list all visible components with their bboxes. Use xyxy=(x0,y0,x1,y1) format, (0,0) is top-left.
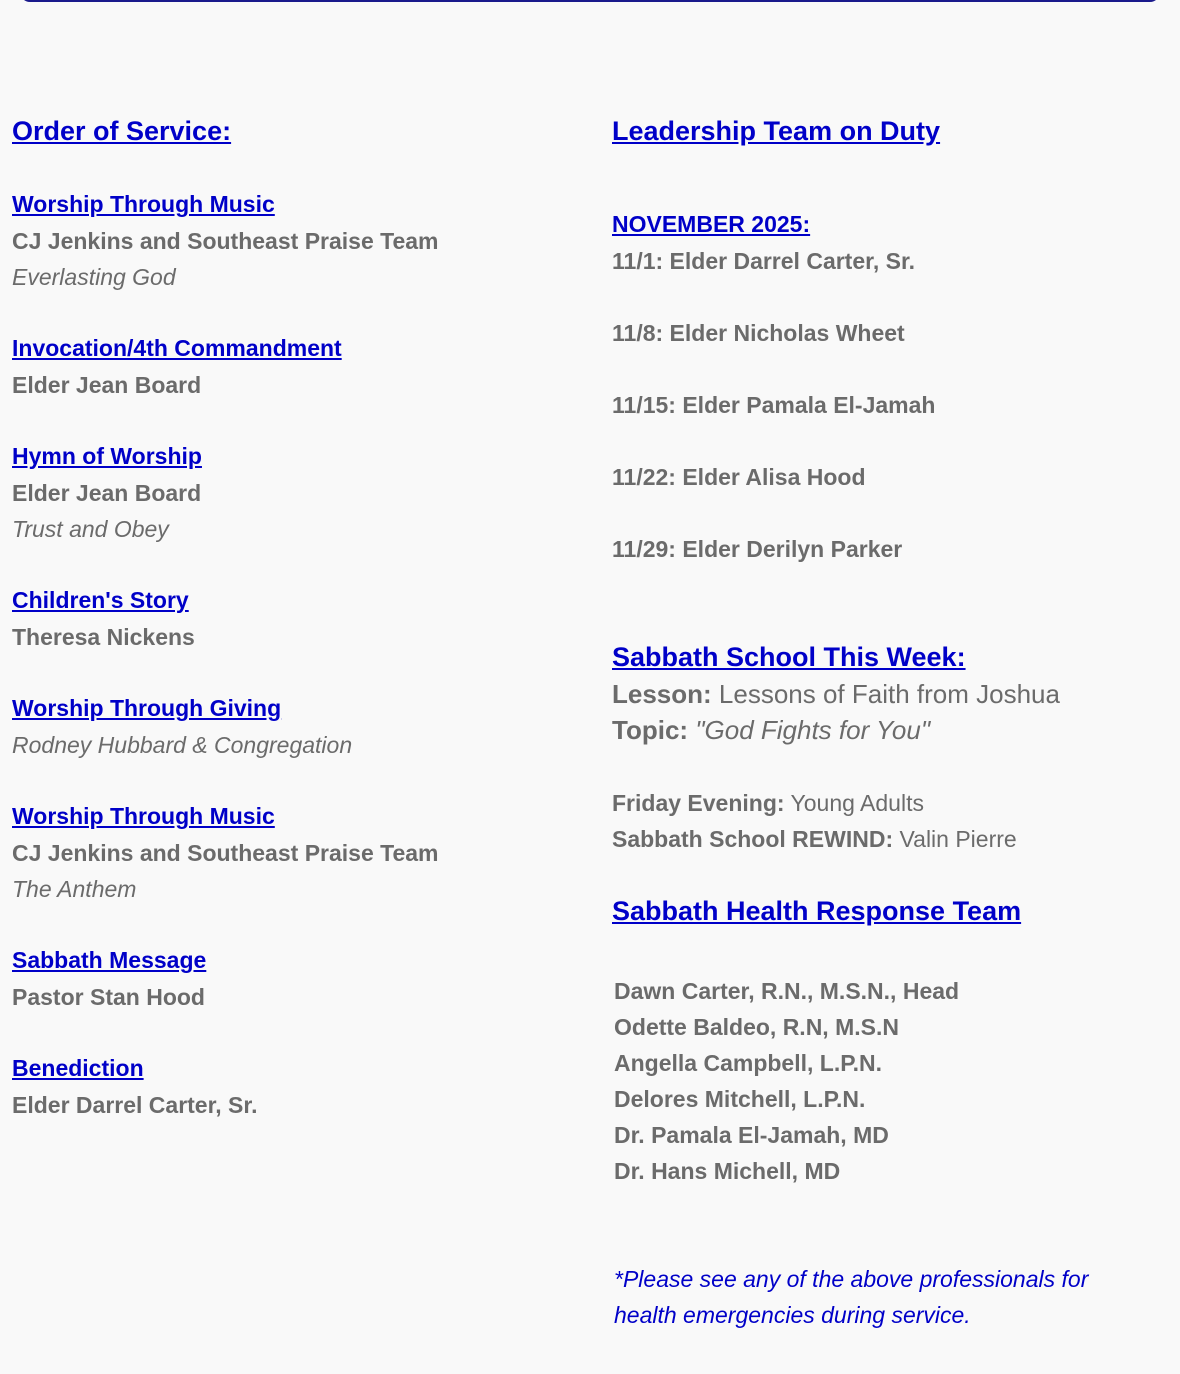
item-name: Elder Jean Board xyxy=(12,372,202,398)
item-name: Pastor Stan Hood xyxy=(12,984,205,1010)
item-heading-sabbath-message[interactable]: Sabbath Message xyxy=(12,947,207,973)
rewind-label: Sabbath School REWIND: xyxy=(612,826,894,852)
health-team-member: Angella Campbell, L.P.N. xyxy=(614,1050,882,1076)
leadership-month[interactable]: NOVEMBER 2025: xyxy=(612,211,811,237)
item-name: Theresa Nickens xyxy=(12,624,195,650)
health-team-member: Dawn Carter, R.N., M.S.N., Head xyxy=(614,978,960,1004)
leadership-entry: 11/1: Elder Darrel Carter, Sr. xyxy=(612,248,916,274)
health-team-member: Dr. Hans Michell, MD xyxy=(614,1158,841,1184)
friday-evening-value: Young Adults xyxy=(784,790,924,816)
lesson-line xyxy=(612,679,1060,709)
lesson-value: Lessons of Faith from Joshua xyxy=(711,679,1060,709)
rewind-line xyxy=(612,825,1017,853)
item-name: CJ Jenkins and Southeast Praise Team xyxy=(12,228,439,254)
health-team-member: Delores Mitchell, L.P.N. xyxy=(614,1086,866,1112)
leadership-title[interactable]: Leadership Team on Duty xyxy=(612,116,941,146)
item-heading-giving[interactable]: Worship Through Giving xyxy=(12,695,282,721)
topic-value: "God Fights for You" xyxy=(688,715,931,745)
friday-evening-label: Friday Evening: xyxy=(612,790,785,816)
top-banner-edge xyxy=(20,0,1160,2)
topic-label: Topic: xyxy=(612,715,689,745)
item-name: Elder Darrel Carter, Sr. xyxy=(12,1092,258,1118)
item-name: Elder Jean Board xyxy=(12,480,202,506)
health-team-member: Odette Baldeo, R.N, M.S.N xyxy=(614,1014,899,1040)
lesson-label: Lesson: xyxy=(612,679,712,709)
item-song: The Anthem xyxy=(12,876,137,902)
item-song: Everlasting God xyxy=(12,264,176,290)
health-emergency-note: *Please see any of the above professionals for health emergencies during service. xyxy=(614,1266,1089,1328)
sabbath-school-title[interactable]: Sabbath School This Week: xyxy=(612,642,966,672)
item-song: Trust and Obey xyxy=(12,516,169,542)
leadership-entry: 11/29: Elder Derilyn Parker xyxy=(612,536,903,562)
leadership-entry: 11/22: Elder Alisa Hood xyxy=(612,464,866,490)
item-heading-worship-music-2[interactable]: Worship Through Music xyxy=(12,803,275,829)
item-heading-hymn[interactable]: Hymn of Worship xyxy=(12,443,202,469)
topic-line xyxy=(612,715,930,745)
item-heading-benediction[interactable]: Benediction xyxy=(12,1055,144,1081)
leadership-entry: 11/8: Elder Nicholas Wheet xyxy=(612,320,905,346)
item-song: Rodney Hubbard & Congregation xyxy=(12,732,353,758)
health-team-title[interactable]: Sabbath Health Response Team xyxy=(612,896,1022,926)
order-of-service-title[interactable]: Order of Service: xyxy=(12,116,232,146)
item-heading-worship-music-1[interactable]: Worship Through Music xyxy=(12,191,275,217)
leadership-entry: 11/15: Elder Pamala El-Jamah xyxy=(612,392,936,418)
item-name: CJ Jenkins and Southeast Praise Team xyxy=(12,840,439,866)
item-heading-invocation[interactable]: Invocation/4th Commandment xyxy=(12,335,342,361)
item-heading-childrens-story[interactable]: Children's Story xyxy=(12,587,189,613)
friday-evening-line xyxy=(612,789,924,817)
health-team-member: Dr. Pamala El-Jamah, MD xyxy=(614,1122,889,1148)
rewind-value: Valin Pierre xyxy=(893,826,1017,852)
